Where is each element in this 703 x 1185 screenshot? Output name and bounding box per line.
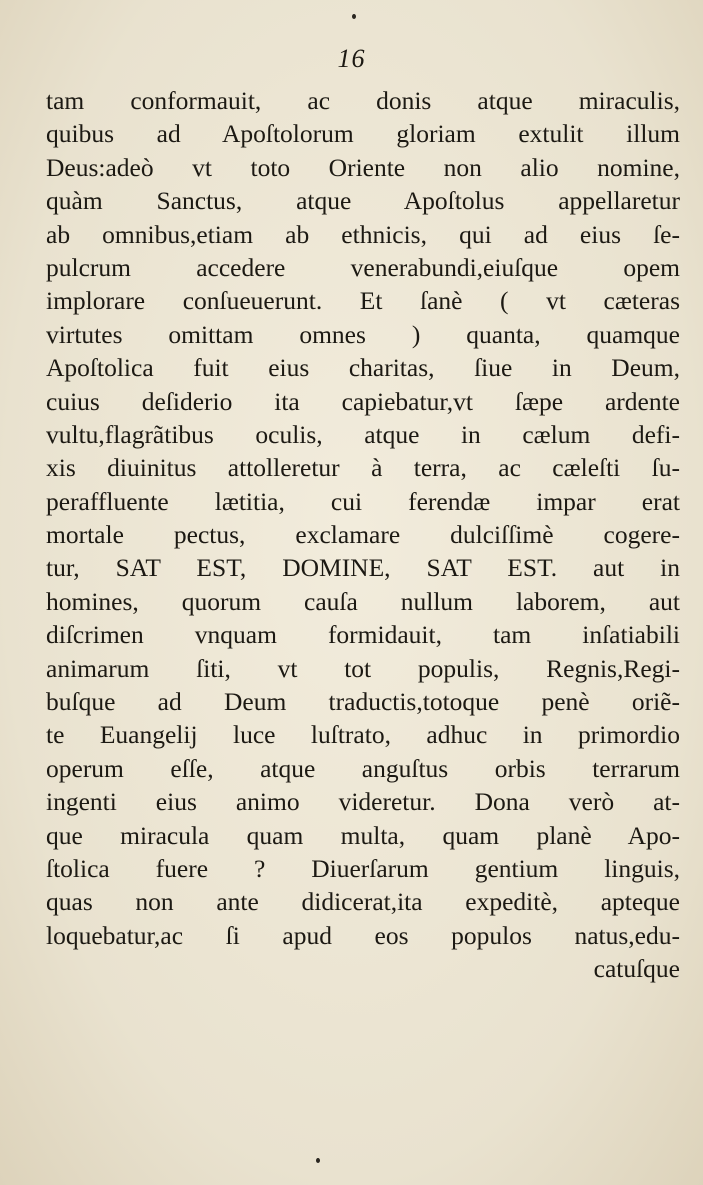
text-line: diſcrimen vnquam formidauit, tam inſatiabili: [46, 620, 680, 650]
text-line: peraffluente lætitia, cui ferendæ impar erat: [46, 486, 680, 516]
text-line: ab omnibus,etiam ab ethnicis, qui ad eius ſe-: [46, 219, 680, 249]
text-line: vultu,flagrãtibus oculis, atque in cælum defi-: [46, 419, 680, 449]
text-line: tam conformauit, ac donis atque miraculis,: [46, 86, 680, 115]
text-line: virtutes omittam omnes ) quanta, quamque: [46, 319, 680, 349]
text-line: ſtolica fuere ? Diuerſarum gentium linguis,: [46, 853, 680, 883]
text-line: te Euangelij luce luſtrato, adhuc in primordio: [46, 720, 680, 750]
text-line: quibus ad Apoſtolorum gloriam extulit illum: [46, 119, 680, 149]
page-number: 16: [337, 44, 366, 73]
text-line: xis diuinitus attolleretur à terra, ac cæleſti ſu-: [46, 453, 680, 483]
text-line: tur, SAT EST, DOMINE, SAT EST. aut in: [46, 553, 680, 583]
text-line: Deus:adeò vt toto Oriente non alio nomine,: [46, 152, 680, 182]
text-line: buſque ad Deum traductis,totoque penè oriẽ-: [46, 687, 680, 717]
text-line: quas non ante didicerat,ita expeditè, apteque: [46, 887, 680, 917]
text-line: quàm Sanctus, atque Apoſtolus appellaretur: [46, 186, 680, 216]
text-line: operum eſſe, atque anguſtus orbis terrarum: [46, 753, 680, 783]
text-line: ingenti eius animo videretur. Dona verò at-: [46, 787, 680, 817]
text-line: animarum ſiti, vt tot populis, Regnis,Regi-: [46, 653, 680, 683]
text-line: mortale pectus, exclamare dulciſſimè cogere-: [46, 520, 680, 550]
text-line: pulcrum accedere venerabundi,eiuſque opem: [46, 252, 680, 282]
text-line: implorare conſueuerunt. Et ſanè ( vt cæteras: [46, 286, 680, 316]
text-line: loquebatur,ac ſi apud eos populos natus,edu-: [46, 920, 680, 950]
ink-speck: [352, 14, 356, 19]
text-line: homines, quorum cauſa nullum laborem, aut: [46, 586, 680, 616]
text-line: cuius deſiderio ita capiebatur,vt ſæpe ardente: [46, 386, 680, 416]
ink-speck: [316, 1158, 320, 1163]
text-line: que miracula quam multa, quam planè Apo-: [46, 820, 680, 850]
text-line: Apoſtolica fuit eius charitas, ſiue in Deum,: [46, 353, 680, 383]
catchword: catuſque: [593, 954, 680, 984]
body-text: [46, 84, 680, 986]
